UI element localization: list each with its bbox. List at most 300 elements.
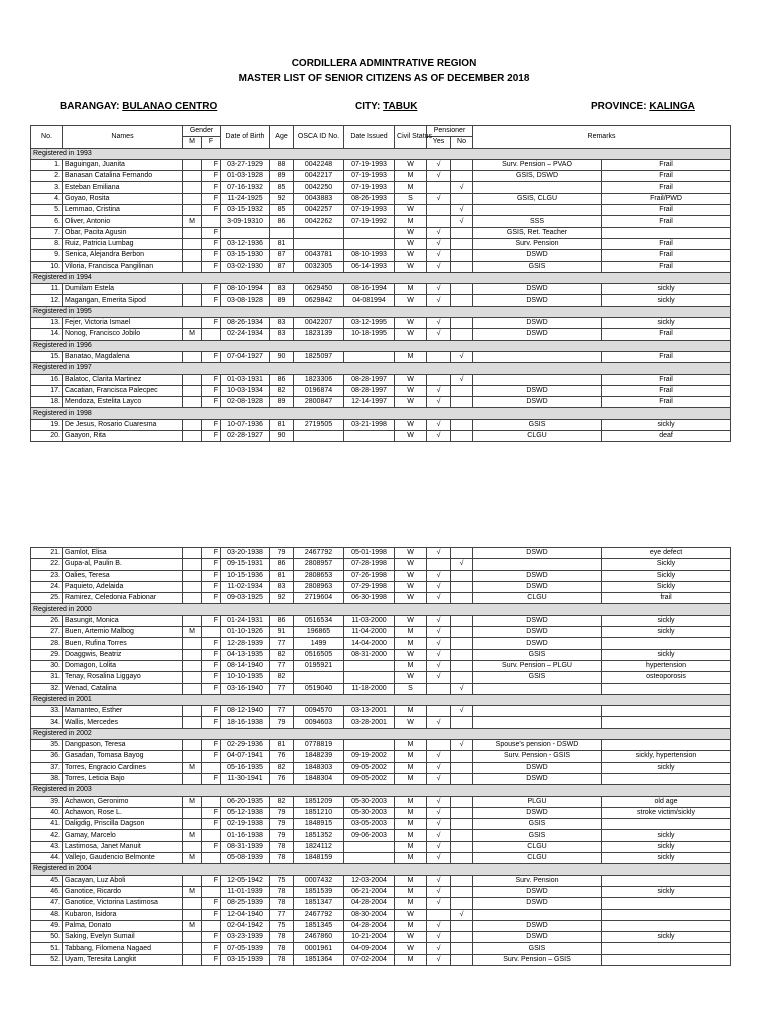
cell-pension-yes: √ [427,548,451,559]
cell-name: Viloria, Francisca Pangilinan [63,261,183,272]
cell-remarks-source: PLGU [473,796,602,807]
cell-age: 77 [270,909,294,920]
cell-remarks-source: GSIS, Ret. Teacher [473,227,602,238]
cell-age: 92 [270,193,294,204]
cell-pension-no [451,397,473,408]
cell-remarks-source: GSIS [473,830,602,841]
cell-osca-id: 1823306 [294,374,344,385]
cell-pension-no [451,261,473,272]
cell-pension-yes: √ [427,807,451,818]
cell-osca-id: 0196874 [294,385,344,396]
cell-no: 33. [31,706,63,717]
cell-osca-id: 2467792 [294,548,344,559]
col-gender: Gender [183,126,221,137]
table-row [31,159,731,170]
cell-civil-status: M [395,796,427,807]
cell-civil-status: M [395,182,427,193]
cell-remarks-condition: sickly [602,841,731,852]
cell-female: F [202,548,221,559]
cell-name: Baguingan, Juanita [63,159,183,170]
cell-no: 49. [31,920,63,931]
cell-female: F [202,419,221,430]
city-value: TABUK [383,101,418,112]
cell-age: 86 [270,216,294,227]
cell-male [183,261,202,272]
cell-age: 89 [270,397,294,408]
cell-osca-id: 2808957 [294,559,344,570]
cell-no: 12. [31,295,63,306]
cell-age: 78 [270,853,294,864]
cell-male [183,570,202,581]
cell-age [270,227,294,238]
cell-age: 81 [270,570,294,581]
cell-remarks-source: GSIS [473,649,602,660]
cell-date-issued: 03-05-2003 [344,819,395,830]
cell-pension-no: √ [451,216,473,227]
cell-female [202,627,221,638]
cell-date-issued [344,660,395,671]
cell-female: F [202,954,221,965]
cell-remarks-condition: sickly [602,886,731,897]
cell-date-issued: 11-03-2000 [344,615,395,626]
cell-pension-yes [427,205,451,216]
cell-remarks-condition: stroke victim/sickly [602,807,731,818]
cell-female [202,216,221,227]
cell-date-issued: 03-28-2001 [344,717,395,728]
cell-female: F [202,932,221,943]
cell-remarks-source: DSWD [473,250,602,261]
cell-civil-status: M [395,886,427,897]
cell-male [183,385,202,396]
cell-name: Gaayon, Rita [63,431,183,442]
cell-pension-yes: √ [427,762,451,773]
cell-osca-id: 1824112 [294,841,344,852]
registration-group-row [31,272,731,283]
cell-name: Banatao, Magdalena [63,351,183,362]
cell-pension-no [451,238,473,249]
table-row [31,909,731,920]
cell-pension-yes: √ [427,385,451,396]
cell-osca-id: 2808653 [294,570,344,581]
cell-pension-no [451,796,473,807]
cell-name: Ramirez, Celedonia Fabionar [63,593,183,604]
cell-name: Torres, Leticia Bajo [63,773,183,784]
cell-no: 10. [31,261,63,272]
cell-remarks-source: SSS [473,216,602,227]
cell-name: Banasan Catalina Fernando [63,171,183,182]
cell-no: 43. [31,841,63,852]
cell-remarks-source: DSWD [473,898,602,909]
cell-remarks-source: DSWD [473,318,602,329]
cell-date-issued: 07-19-1993 [344,182,395,193]
cell-no: 24. [31,581,63,592]
registration-group-row [31,408,731,419]
table-row [31,740,731,751]
cell-remarks-condition: frail [602,593,731,604]
cell-remarks-source: GSIS [473,672,602,683]
cell-date-issued: 07-19-1993 [344,159,395,170]
cell-dob: 12-28-1939 [221,638,270,649]
table-row [31,683,731,694]
cell-remarks-condition [602,898,731,909]
cell-civil-status: W [395,318,427,329]
cell-female [202,329,221,340]
cell-age: 78 [270,954,294,965]
cell-pension-yes: √ [427,649,451,660]
cell-female: F [202,898,221,909]
table-row [31,205,731,216]
table-row [31,920,731,931]
cell-dob: 05-16-1935 [221,762,270,773]
cell-name: Achawon, Rose L. [63,807,183,818]
cell-no: 45. [31,875,63,886]
cell-osca-id: 0042248 [294,159,344,170]
cell-osca-id: 0042217 [294,171,344,182]
cell-date-issued: 07-19-1992 [344,216,395,227]
city-info [355,101,417,112]
cell-civil-status: W [395,717,427,728]
cell-date-issued: 04-081994 [344,295,395,306]
cell-no: 2. [31,171,63,182]
cell-remarks-condition: Frail/PWD [602,193,731,204]
table-row [31,615,731,626]
group-label: Registered in 2003 [31,785,731,796]
cell-male [183,660,202,671]
cell-remarks-condition: Frail [602,182,731,193]
cell-dob: 07-16-1932 [221,182,270,193]
cell-osca-id: 1848159 [294,853,344,864]
cell-no: 29. [31,649,63,660]
cell-date-issued: 12-14-1997 [344,397,395,408]
cell-date-issued: 08-10-1993 [344,250,395,261]
cell-no: 37. [31,762,63,773]
cell-remarks-source: DSWD [473,397,602,408]
cell-name: Paquieto, Adelaida [63,581,183,592]
cell-pension-no: √ [451,909,473,920]
cell-female: F [202,559,221,570]
cell-age: 81 [270,419,294,430]
cell-pension-no [451,250,473,261]
cell-civil-status: M [395,660,427,671]
cell-remarks-source: CLGU [473,593,602,604]
cell-pension-no [451,548,473,559]
cell-male [183,751,202,762]
cell-male [183,909,202,920]
cell-date-issued: 05-01-1998 [344,548,395,559]
cell-dob: 10-03-1934 [221,385,270,396]
cell-civil-status: M [395,841,427,852]
cell-date-issued: 08-31-2000 [344,649,395,660]
cell-dob: 07-04-1927 [221,351,270,362]
cell-pension-no [451,773,473,784]
cell-dob: 12-04-1940 [221,909,270,920]
cell-remarks-condition: sickly [602,853,731,864]
cell-pension-yes: √ [427,954,451,965]
cell-pension-yes: √ [427,920,451,931]
cell-remarks-source: DSWD [473,284,602,295]
col-no-pension: No [451,137,473,148]
col-civil-status: Civil Status [395,126,427,149]
cell-age: 88 [270,159,294,170]
cell-no: 46. [31,886,63,897]
cell-no: 18. [31,397,63,408]
cell-osca-id: 0778819 [294,740,344,751]
cell-date-issued: 08-28-1997 [344,385,395,396]
cell-date-issued: 03-13-2001 [344,706,395,717]
cell-remarks-condition: sickly [602,932,731,943]
cell-no: 32. [31,683,63,694]
cell-pension-yes: √ [427,932,451,943]
cell-remarks-source: Surv. Pension [473,875,602,886]
cell-civil-status: W [395,329,427,340]
table-row [31,886,731,897]
cell-remarks-condition [602,227,731,238]
cell-dob: 10-10-1935 [221,672,270,683]
cell-remarks-condition [602,954,731,965]
cell-no: 8. [31,238,63,249]
cell-osca-id: 1848304 [294,773,344,784]
cell-civil-status: M [395,875,427,886]
cell-age: 82 [270,672,294,683]
cell-remarks-source: DSWD [473,920,602,931]
cell-no: 36. [31,751,63,762]
table-row [31,193,731,204]
cell-civil-status: S [395,683,427,694]
cell-pension-no [451,660,473,671]
cell-age: 79 [270,807,294,818]
cell-osca-id: 1848915 [294,819,344,830]
table-row [31,397,731,408]
cell-civil-status: W [395,159,427,170]
table-row [31,807,731,818]
cell-remarks-source: Surv. Pension [473,238,602,249]
cell-name: Mamanteo, Esther [63,706,183,717]
cell-date-issued [344,672,395,683]
table-row [31,773,731,784]
cell-pension-no: √ [451,683,473,694]
cell-no: 21. [31,548,63,559]
cell-dob: 03-08-1928 [221,295,270,306]
cell-pension-no [451,615,473,626]
cell-remarks-condition [602,683,731,694]
cell-age: 78 [270,943,294,954]
cell-pension-no [451,807,473,818]
cell-civil-status: M [395,627,427,638]
cell-age: 90 [270,431,294,442]
cell-dob: 02-29-1936 [221,740,270,751]
registration-group-row [31,340,731,351]
cell-remarks-source: DSWD [473,385,602,396]
cell-female: F [202,397,221,408]
table-row [31,171,731,182]
cell-male [183,740,202,751]
cell-remarks-condition: Frail [602,159,731,170]
cell-osca-id: 0519040 [294,683,344,694]
cell-osca-id: 2719604 [294,593,344,604]
cell-date-issued: 06-30-1998 [344,593,395,604]
cell-female: F [202,284,221,295]
table-row [31,819,731,830]
cell-remarks-source: GSIS [473,419,602,430]
cell-date-issued [344,351,395,362]
senior-citizens-table-part1 [30,125,731,442]
cell-civil-status: W [395,385,427,396]
cell-female [202,853,221,864]
cell-remarks-source [473,909,602,920]
group-label: Registered in 1998 [31,408,731,419]
cell-date-issued: 07-19-1993 [344,171,395,182]
cell-male [183,171,202,182]
cell-dob: 08-31-1939 [221,841,270,852]
cell-pension-yes: √ [427,570,451,581]
cell-osca-id: 1825097 [294,351,344,362]
cell-no: 48. [31,909,63,920]
cell-date-issued: 09-06-2003 [344,830,395,841]
cell-pension-no [451,627,473,638]
cell-dob: 05-08-1939 [221,853,270,864]
cell-dob: 08-14-1940 [221,660,270,671]
cell-remarks-source: Surv. Pension - GSIS [473,751,602,762]
document-subtitle: MASTER LIST OF SENIOR CITIZENS AS OF DECEMBER 2018 [238,73,530,84]
cell-name: Gupa-al, Paulin B. [63,559,183,570]
cell-dob: 11-24-1925 [221,193,270,204]
cell-remarks-source: DSWD [473,295,602,306]
cell-name: Fejer, Victoria Ismael [63,318,183,329]
province-label: PROVINCE: [591,101,647,112]
cell-male: M [183,216,202,227]
cell-male [183,615,202,626]
cell-dob: 09-15-1931 [221,559,270,570]
registration-group-row [31,785,731,796]
cell-pension-yes: √ [427,943,451,954]
cell-pension-yes [427,374,451,385]
cell-date-issued: 08-28-1997 [344,374,395,385]
cell-no: 41. [31,819,63,830]
cell-remarks-condition: Frail [602,351,731,362]
cell-male: M [183,830,202,841]
cell-pension-yes [427,351,451,362]
cell-no: 15. [31,351,63,362]
cell-date-issued: 04-28-2004 [344,898,395,909]
cell-date-issued: 11-18-2000 [344,683,395,694]
cell-date-issued: 08-30-2004 [344,909,395,920]
cell-remarks-condition [602,773,731,784]
registration-group-row [31,864,731,875]
cell-osca-id [294,672,344,683]
cell-civil-status: W [395,649,427,660]
cell-pension-no: √ [451,559,473,570]
cell-age: 82 [270,649,294,660]
cell-remarks-source: DSWD [473,638,602,649]
cell-no: 25. [31,593,63,604]
cell-male [183,593,202,604]
cell-name: Ganotice, Victorina Lastimosa [63,898,183,909]
cell-dob: 03-15-1930 [221,250,270,261]
cell-pension-no: √ [451,182,473,193]
cell-osca-id: 1851209 [294,796,344,807]
cell-name: Magangan, Emerita Sipod [63,295,183,306]
cell-pension-no [451,159,473,170]
cell-osca-id [294,431,344,442]
cell-remarks-condition: sickly [602,627,731,638]
cell-pension-no: √ [451,374,473,385]
cell-date-issued [344,238,395,249]
cell-osca-id: 0042262 [294,216,344,227]
cell-civil-status: M [395,706,427,717]
cell-dob: 03-02-1930 [221,261,270,272]
cell-name: Domagon, Lolita [63,660,183,671]
cell-age: 90 [270,351,294,362]
cell-civil-status: W [395,238,427,249]
cell-name: Gasadan, Tomasa Bayog [63,751,183,762]
cell-remarks-source [473,205,602,216]
cell-dob: 10-07-1936 [221,419,270,430]
cell-remarks-condition: Sickly [602,581,731,592]
cell-female: F [202,875,221,886]
cell-remarks-condition: Sickly [602,559,731,570]
cell-pension-no [451,385,473,396]
cell-pension-yes: √ [427,397,451,408]
cell-female: F [202,295,221,306]
cell-remarks-condition: old age [602,796,731,807]
cell-remarks-condition: Frail [602,238,731,249]
cell-pension-no [451,295,473,306]
cell-no: 31. [31,672,63,683]
cell-female: F [202,660,221,671]
cell-date-issued: 09-19-2002 [344,751,395,762]
table-row [31,954,731,965]
cell-age: 79 [270,548,294,559]
cell-age: 77 [270,683,294,694]
cell-no: 50. [31,932,63,943]
group-label: Registered in 1995 [31,306,731,317]
registration-group-row [31,306,731,317]
cell-dob: 06-20-1935 [221,796,270,807]
cell-name: Gamay, Marcelo [63,830,183,841]
cell-civil-status: W [395,932,427,943]
cell-remarks-condition [602,819,731,830]
cell-remarks-condition: Frail [602,397,731,408]
table-row [31,318,731,329]
cell-male [183,284,202,295]
cell-pension-yes: √ [427,717,451,728]
cell-pension-no [451,943,473,954]
cell-female: F [202,261,221,272]
cell-osca-id: 1823139 [294,329,344,340]
cell-male [183,638,202,649]
table-row [31,329,731,340]
cell-female: F [202,638,221,649]
cell-no: 30. [31,660,63,671]
table-row [31,261,731,272]
cell-name: Uyam, Teresita Langkit [63,954,183,965]
cell-dob: 01-03-1931 [221,374,270,385]
cell-civil-status: M [395,807,427,818]
cell-osca-id: 0516505 [294,649,344,660]
registration-group-row [31,694,731,705]
cell-age: 79 [270,819,294,830]
cell-no: 9. [31,250,63,261]
cell-pension-no [451,581,473,592]
cell-pension-yes: √ [427,875,451,886]
cell-female: F [202,841,221,852]
cell-male: M [183,920,202,931]
cell-age: 78 [270,886,294,897]
cell-male [183,943,202,954]
cell-remarks-condition: Frail [602,329,731,340]
cell-civil-status: M [395,284,427,295]
cell-osca-id: 0042207 [294,318,344,329]
